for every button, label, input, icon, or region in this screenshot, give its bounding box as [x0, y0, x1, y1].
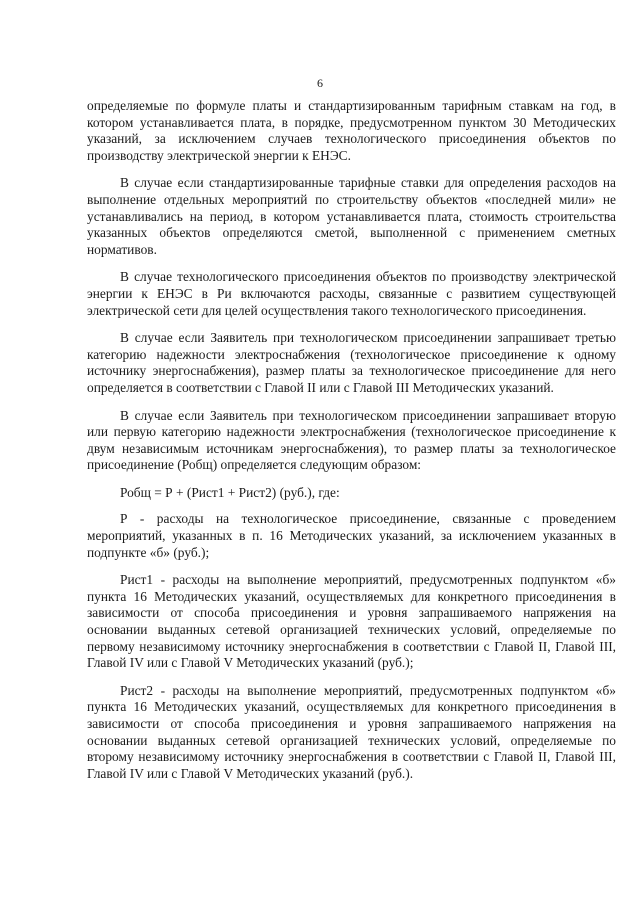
document-body — [87, 98, 616, 793]
paragraph-last-mile: В случае если стандартизированные тарифные ставки для определения расходов на выполнение отдельных мероприятий по строительству объектов «последней мили» не устанавливались на период, в котором устанавливается плата, стоимость строительства указанных объектов определяются сметой, выполненной с применением сметных нормативов. — [87, 175, 616, 257]
paragraph-first-second-category: В случае если Заявитель при технологическом присоединении запрашивает вторую или первую категорию надежности электроснабжения (технологическое присоединение к двум независимым источникам энергоснабжения), то размер платы за технологическое присоединение (Робщ) определяется следующим образом: — [87, 407, 616, 473]
paragraph-continuation: определяемые по формуле платы и стандартизированным тарифным ставкам на год, в котором устанавливается плата, в порядке, предусмотренном пунктом 30 Методических указаний, за исключением случаев технологического присоединения объектов по производству электрической энергии к ЕНЭС. — [87, 98, 616, 163]
definition-p: Р - расходы на технологическое присоединение, связанные с проведением мероприятий, указанных в п. 16 Методических указаний, за исключением указанных в подпункте «б» (руб.); — [87, 511, 616, 560]
paragraph-third-category: В случае если Заявитель при технологическом присоединении запрашивает третью категорию надежности электроснабжения (технологическое присоединение к одному источнику энергоснабжения), размер платы за технологическое присоединение для него определяется в соответствии с Главой II или с Главой III Методических указаний. — [87, 330, 616, 395]
paragraph-enes-generation: В случае технологического присоединения объектов по производству электрической энергии к ЕНЭС в Ри включаются расходы, связанные с развитием существующей электрической сети для целей осуществления такого технологического присоединения. — [87, 269, 616, 318]
page-number: 6 — [317, 76, 323, 90]
formula-total-fee: Робщ = Р + (Рист1 + Рист2) (руб.), где: — [120, 484, 340, 500]
definition-rist1: Рист1 - расходы на выполнение мероприятий, предусмотренных подпунктом «б» пункта 16 Методических указаний, осуществляемых для конкретного присоединения в зависимости от способа присоединения и уровня запрашиваемого напряжения на основании выданных сетевой организацией технических условий, определяемые по первому независимому источнику энергоснабжения в соответствии с Главой II, Главой III, Главой IV или с Главой V Методических указаний (руб.); — [87, 572, 616, 671]
definition-rist2: Рист2 - расходы на выполнение мероприятий, предусмотренных подпунктом «б» пункта 16 Методических указаний, осуществляемых для конкретного присоединения в зависимости от способа присоединения и уровня запрашиваемого напряжения на основании выданных сетевой организацией технических условий, определяемые по второму независимому источнику энергоснабжения в соответствии с Главой II, Главой III, Главой IV или с Главой V Методических указаний (руб.). — [87, 682, 616, 781]
